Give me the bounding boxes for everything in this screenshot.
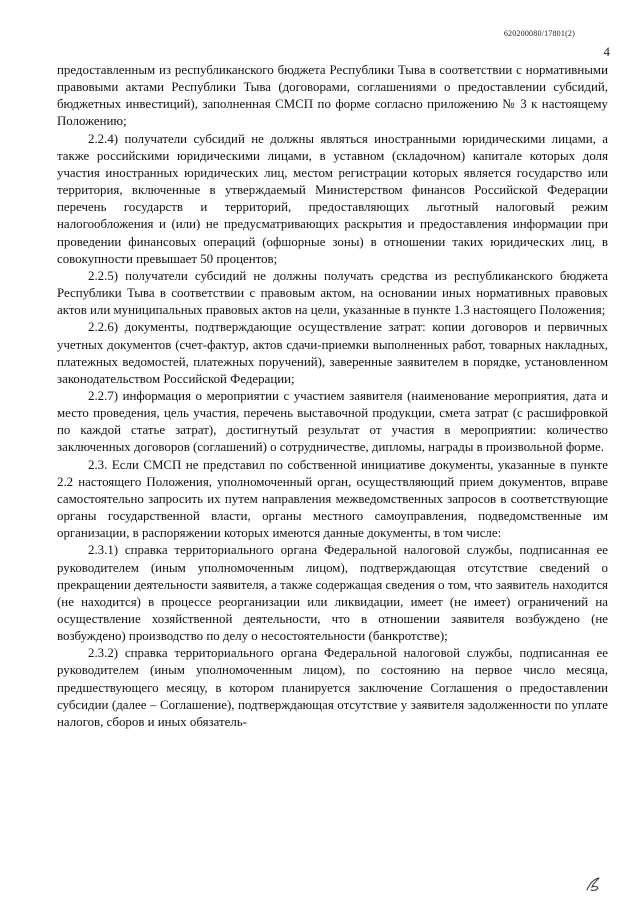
document-body [57, 62, 608, 731]
handwritten-initial-mark [584, 875, 606, 893]
document-id: 620200080/17801(2) [503, 29, 575, 38]
paragraph-2-2-5: 2.2.5) получатели субсидий не должны получать средства из республиканского бюджета Республики Тыва в соответствии с правовым актом, на основании иных нормативных правовых актов или муниципальных правовых актов на цели, указанные в пункте 1.3 настоящего Положения; [57, 268, 608, 318]
page-number: 4 [603, 44, 610, 59]
paragraph-2-2-7: 2.2.7) информация о мероприятии с участием заявителя (наименование мероприятия, дата и место проведения, цель участия, перечень выставочной продукции, смета затрат (с расшифровкой по каждой статье затрат), достигнутый результат от участия в мероприятии: количество заключенных договоров (соглашений) о сотрудничестве, дипломы, награды в произвольной форме. [57, 388, 608, 455]
paragraph-1: предоставленным из республиканского бюджета Республики Тыва в соответствии с нормативными правовыми актами Республики Тыва (договорами, соглашениями о предоставлении субсидий, бюджетных инвестиций), заполненная СМСП по форме согласно приложению № 3 к настоящему Положению; [57, 63, 608, 129]
paragraph-2-3-2: 2.3.2) справка территориального органа Федеральной налоговой службы, подписанная ее руководителем (иным уполномоченным лицом), по состоянию на первое число месяца, предшествующего месяцу, в котором планируется заключение Соглашения о предоставлении субсидии (далее – Соглашение), подтверждающая отсутствие у заявителя задолженности по уплате налогов, сборов и иных обязатель- [57, 646, 608, 729]
paragraph-2-3: 2.3. Если СМСП не представил по собственной инициативе документы, указанные в пункте 2.2 настоящего Положения, уполномоченный орган, осуществляющий прием документов, вправе самостоятельно запросить их путем направления межведомственных запросов в соответствующие органы государственной власти, органы местного самоуправления, подведомственные им организации, в распоряжении которых имеются данные документы, в том числе: [57, 457, 608, 541]
paragraph-2-2-4: 2.2.4) получатели субсидий не должны являться иностранными юридическими лицами, а также российскими юридическими лицами, в уставном (складочном) капитале которых доля участия иностранных юридических лиц, местом регистрации которых является государство или территория, включенные в утверждаемый Министерством финансов Российской Федерации перечень государств и территорий, предоставляющих льготный налоговый режим налогообложения и (или) не предусматривающих раскрытия и предоставления информации при проведении финансовых операций (офшорные зоны) в отношении таких юридических лиц, в совокупности превышает 50 процентов; [57, 131, 608, 266]
paragraph-2-3-1: 2.3.1) справка территориального органа Федеральной налоговой службы, подписанная ее руководителем (иным уполномоченным лицом), подтверждающая отсутствие сведений о прекращении деятельности заявителя, а также содержащая сведения о том, что заявитель находится (не находится) в процессе реорганизации или ликвидации, имеет (не имеет) ограничений на осуществление хозяйственной деятельности, что в отношении заявителя возбуждено (не возбуждено) производство по делу о несостоятельности (банкротстве); [57, 543, 608, 644]
paragraph-2-2-6: 2.2.6) документы, подтверждающие осуществление затрат: копии договоров и первичных учетных документов (счет-фактур, актов сдачи-приемки выполненных работ, товарных накладных, платежных ведомостей, платежных поручений), заверенные заявителем в порядке, установленном законодательством Российской Федерации; [57, 320, 608, 386]
